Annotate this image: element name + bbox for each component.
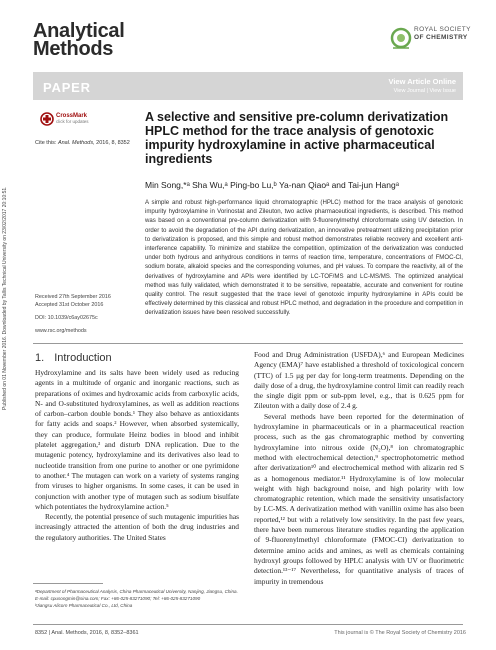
doi[interactable]: DOI: 10.1039/c6ay02675c <box>35 315 98 321</box>
cite-journal: Anal. Methods, <box>57 140 95 146</box>
crossmark-sublabel[interactable]: click for updates <box>56 119 89 124</box>
crossmark-label[interactable]: CrossMark <box>56 113 88 119</box>
citation <box>35 140 130 146</box>
cite-prefix: Cite this: <box>35 140 57 146</box>
affiliations <box>35 588 240 609</box>
right-column <box>254 350 464 587</box>
accepted-date: Accepted 31st October 2016 <box>35 302 104 309</box>
article-dates <box>35 293 111 309</box>
publisher-name <box>414 26 471 42</box>
paragraph: Food and Drug Administration (USFDA),⁶ and European Medicines Agency (EMA)⁷ have established a threshold of toxicological concern (TTC) of 1.5 μg per day for long-term treatments. Depending on the daily dose of a drug, the hydroxylamine control limit can readily reach the single digit ppm or sub-ppm level, e.g., that is 0.625 ppm for Zileuton with a daily dose of 2.4 g. <box>254 350 464 411</box>
journal-title <box>33 22 124 58</box>
footer-divider <box>33 624 463 625</box>
section-heading <box>35 352 112 364</box>
footnote-divider <box>33 583 103 584</box>
paragraph: Several methods have been reported for the determination of hydroxylamine in pharmaceuticals or in a pharmaceutical reaction process, such as the gas chromatographic method by converting hydroxylamine into nitrous oxide (N₂O),⁸ ion chromatographic method with electrochemical detection,⁹ spectrophotometric method after derivatization¹⁰ and electrochemical method with alizarin red S as a homogenous mediator.¹¹ Hydroxylamine is of low molecular weight with high background noise, and high polarity with low chromatographic retention, which made the sensitivity unsatisfactory by LC-MS. A derivatization method with vanillin oxime has also been reported,¹² but with a relatively low sensitivity. In the past few years, there have been numerous literature studies regarding the application of 9-fluorenylmethyl chloroformate (FMOC-Cl) derivatization to determine amino acids and amines, as well as chemicals containing hydroxyl groups followed by HPLC analysis with UV or fluorimetric detection.¹³⁻¹⁷ Nevertheless, for quantitative analysis of traces of impurity in tremendous <box>254 411 464 586</box>
journal-title-line2: Methods <box>33 38 114 60</box>
journal-website[interactable]: www.rsc.org/methods <box>35 328 87 334</box>
article-type-label: PAPER <box>43 80 91 95</box>
banner-links <box>360 77 456 94</box>
affiliation-b: ᵇJiangsu Alicorn Pharmaceutical Co., Ltd, China <box>35 603 133 608</box>
affiliation-a: ᵃDepartment of Pharmaceutical Analysis, China Pharmaceutical University, Nanjing, Jiangsu, China. E-mail: cpusongmin@sina.com; Fax: +86-025-83271090; Tel: +86-025-83271090 <box>35 589 238 601</box>
page-footer-right: This journal is © The Royal Society of Chemistry 2016 <box>334 630 466 636</box>
abstract: A simple and robust high-performance liquid chromatographic (HPLC) method for the trace analysis of genotoxic impurity hydroxylamine in Vorinostat and Zileuton, two active pharmaceutical ingredients, is described. This method was based on a conventional pre-column derivatization with 9-fluorenylmethyl chloroformate using UV detection. In order to avoid the degradation of the API during derivatization, an innovative pretreatment utilizing precipitation prior to derivatization is proposed, and this simple and robust method demonstrates reliable recovery and excellent anti-interference capability. To minimize and stabilize the competition, optimization of the derivatization was conducted under both hydrous and anhydrous conditions in terms of reaction time, temperature, concentrations of FMOC-Cl, sodium borate, alkaloid species and the corresponding volumes, and pH values. To compare the reactivity, all of the derivatives of hydroxylamine and APIs were identified by LC-TOF/MS and LC-MS/MS. The optimized analytical method was fully validated, which demonstrated it to be sensitive, repeatable, accurate and convenient for routine quality control. The result suggested that the trace level of genotoxic impurity hydroxylamine in APIs could be effectively determined by this classical and robust HPLC method, and degradation in the procedure and competition in derivatization issues have been resolved successfully. <box>145 199 463 317</box>
download-notice: Published on 01 November 2016. Downloaded by Tallis Technical University on 23/02/2017 20:10:51. <box>2 186 8 410</box>
page-footer-left: 8352 | Anal. Methods, 2016, 8, 8352–8361 <box>35 630 139 636</box>
view-journal-issue-link[interactable]: View Journal | View Issue <box>393 88 456 94</box>
section-number: 1. <box>35 352 45 364</box>
left-column <box>35 368 239 543</box>
author-list: Min Song,*ᵃ Sha Wu,ᵃ Ping-bo Lu,ᵇ Ya-nan Qiaoᵃ and Tai-jun Hangᵃ <box>145 180 399 190</box>
paragraph: Recently, the potential presence of such mutagenic impurities has increasingly attracted the attention of both the drug industries and the regulatory authorities. The United States <box>35 512 239 542</box>
section-divider <box>33 343 463 344</box>
publisher-line1: ROYAL SOCIETY <box>414 26 471 33</box>
received-date: Received 27th September 2016 <box>35 294 111 300</box>
cite-ref: 2016, 8, 8352 <box>96 140 130 146</box>
view-article-online-link[interactable]: View Article Online <box>388 77 456 86</box>
article-title: A selective and sensitive pre-column derivatization HPLC method for the trace analysis of genotoxic impurity hydroxylamine in active pharmaceutical ingredients <box>145 110 449 166</box>
section-title: Introduction <box>54 352 112 364</box>
journal-title-line1: Analytical <box>33 20 125 42</box>
publisher-line2: OF CHEMISTRY <box>414 34 468 41</box>
paragraph: Hydroxylamine and its salts have been widely used as reducing agents in a multitude of organic and inorganic reactions, such as preparations of oximes and hydroxamic acids from carboxylic acids, N- and O-substituted hydroxylamines, as well as addition reactions of carbon–carbon double bonds.¹ They also behave as antioxidants for fatty acids and soaps.² However, when absorbed systemically, they can produce, formulate Heinz bodies in blood and inhibit platelet aggregation,³ and disturb DNA replication. Due to the mutagenic potency, hydroxylamine and its derivatives also lead to nucleotide transition from one purine to another or one pyrimidone to another.⁴ The mutagen can work on a variety of systems ranging from viruses to higher organisms. In some cases, it can be used in conjunction with another type of mutagen such as sodium bisulfate which potentiates the hydroxylamine action.⁵ <box>35 368 239 511</box>
